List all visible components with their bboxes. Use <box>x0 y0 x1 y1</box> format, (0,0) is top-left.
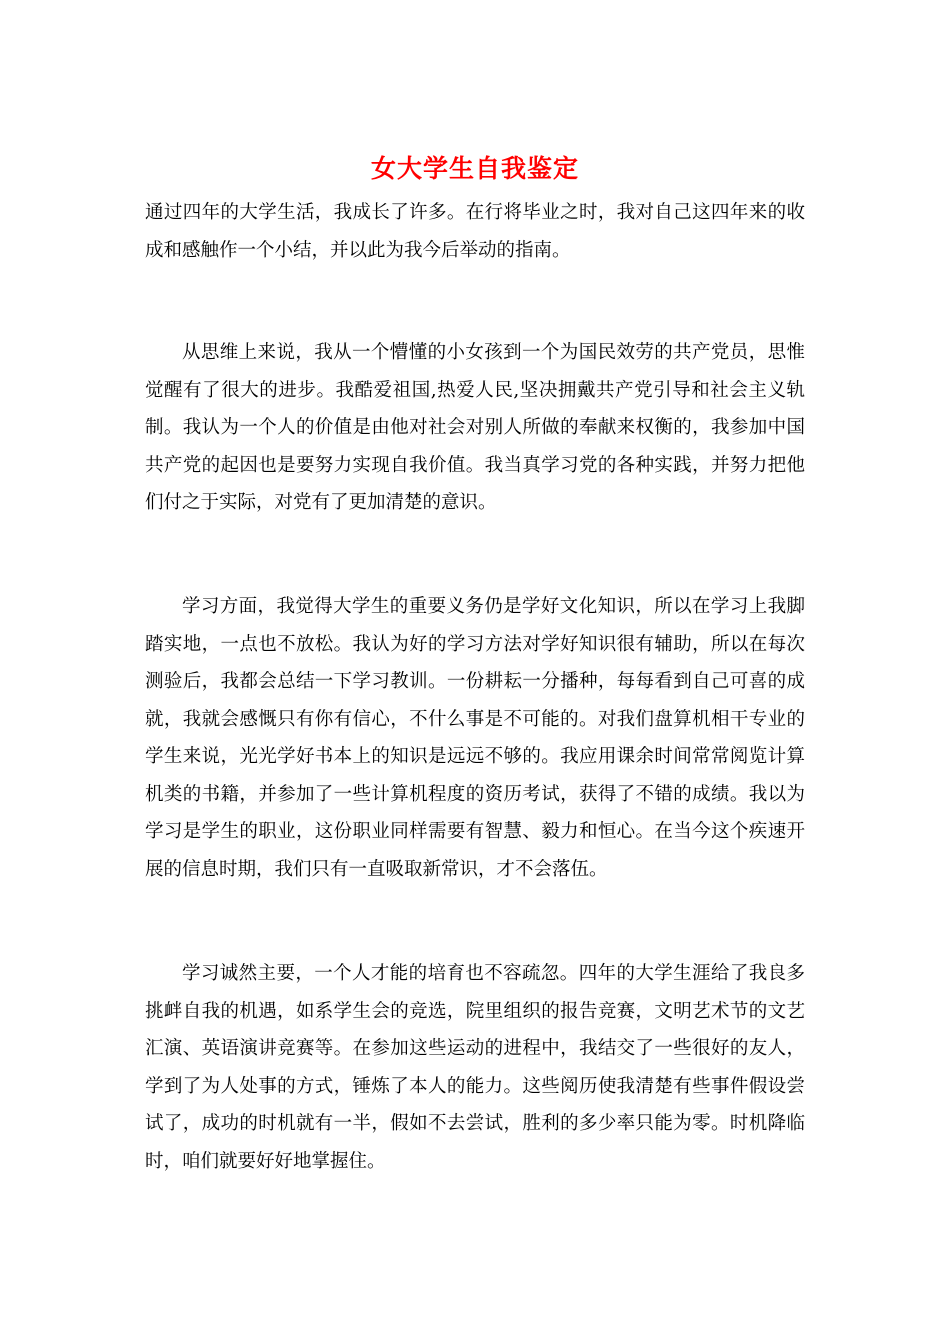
paragraph-ability: 学习诚然主要，一个人才能的培育也不容疏忽。四年的大学生涯给了我良多挑衅自我的机遇，如系学生会的竞选，院里组织的报告竞赛，文明艺术节的文艺汇演、英语演讲竞赛等。在参加这些运动的进程中，我结交了一些很好的友人，学到了为人处事的方式，锤炼了本人的能力。这些阅历使我清楚有些事件假设尝试了，成功的时机就有一半，假如不去尝试，胜利的多少率只能为零。时机降临时，咱们就要好好地掌握住。 <box>145 963 805 1172</box>
paragraph-thought: 从思维上来说，我从一个懵懂的小女孩到一个为国民效劳的共产党员，思惟觉醒有了很大的进步。我酷爱祖国,热爱人民,坚决拥戴共产党引导和社会主义轨制。我认为一个人的价值是由他对社会对别人所做的奉献来权衡的，我参加中国共产党的起因也是要努力实现自我价值。我当真学习党的各种实践，并努力把他们付之于实际，对党有了更加清楚的意识。 <box>145 342 805 513</box>
paragraph-study: 学习方面，我觉得大学生的重要义务仍是学好文化知识，所以在学习上我脚踏实地，一点也不放松。我认为好的学习方法对学好知识很有辅助，所以在每次测验后，我都会总结一下学习教训。一份耕耘一分播种，每每看到自己可喜的成就，我就会感慨只有你有信心，不什么事是不可能的。对我们盘算机相干专业的学生来说，光光学好书本上的知识是远远不够的。我应用课余时间常常阅览计算机类的书籍，并参加了一些计算机程度的资历考试，获得了不错的成绩。我以为学习是学生的职业，这份职业同样需要有智慧、毅力和恒心。在当今这个疾速开展的信息时期，我们只有一直吸取新常识，才不会落伍。 <box>145 596 805 880</box>
paragraph-intro: 通过四年的大学生活，我成长了许多。在行将毕业之时，我对自己这四年来的收成和感触作一个小结，并以此为我今后举动的指南。 <box>145 202 805 261</box>
document-title: 女大学生自我鉴定 <box>370 154 579 183</box>
